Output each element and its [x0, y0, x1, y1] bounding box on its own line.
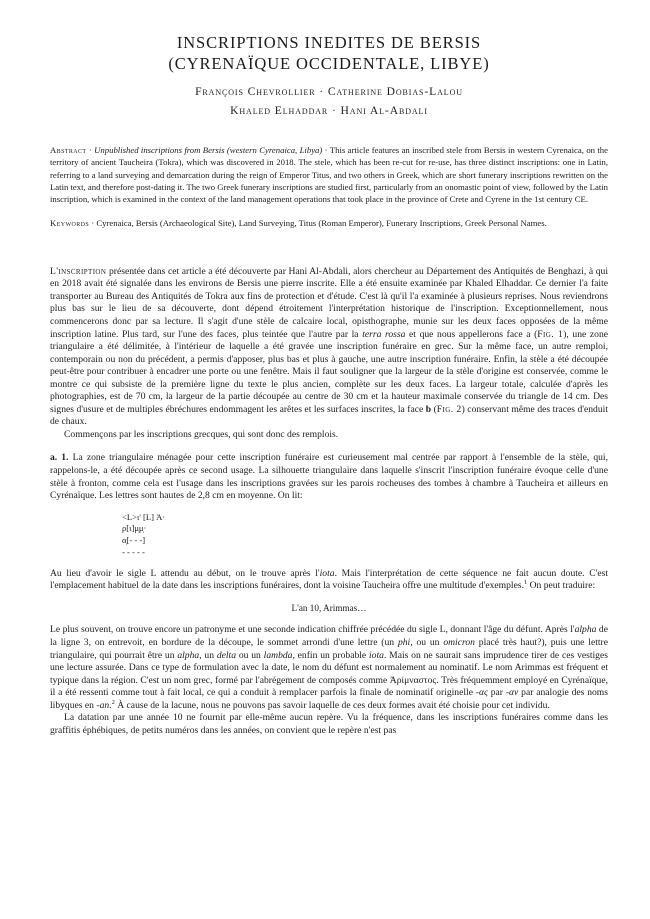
- article-body: [50, 266, 608, 738]
- paragraph-text: , enfin un probable: [292, 649, 370, 661]
- paragraph-text: Le plus souvent, on trouve encore un patronyme et une seconde indication chiffrée précédée du sigle L, donnant l'âge du défunt. Après l': [50, 624, 575, 636]
- inscription-line-3: α̣[- - -]: [122, 535, 146, 546]
- article-title: [50, 32, 608, 74]
- paragraph-text: de la ligne 3, on entrevoit, en bordure de la découpe, le sommet arrondi d'une lettre (un: [50, 624, 608, 648]
- italic-term: iota: [319, 567, 335, 579]
- italic-term: alpha: [574, 624, 597, 636]
- authors-line-1: François Chevrollier · Catherine Dobias-Lalou: [195, 85, 463, 98]
- paragraph-text: , ou un: [410, 637, 444, 648]
- figure-ref-2[interactable]: Fig. 2: [436, 403, 462, 415]
- paragraph-text: , un: [199, 649, 217, 661]
- paragraph-text: ), une zone triangulaire a été délimitée, à l'intérieur de laquelle a été gravée une inscription funéraire en grec. Sur la même face, un autre remploi, contemporain ou non du précédent, a permis d'apposer, plus bas et plus à gauche, une autre inscription funéraire. Enfin, la stèle a été découpée peut-être pour contribuer à encadrer une porte ou une fenêtre. Mais il faut souligner que la largeur de la stèle d'origine est conservée, comme le montre ce qui subsiste de la première ligne du texte le plus ancien, complète sur les deux faces. La largeur totale, calculée d'après les photographies, est de 70 cm, la largeur de la partie découpée au centre de 30 cm et la hauteur maximale conservée du triangle de 14 cm. Des signes d'usure et de multiples ébréchures endommagent les arêtes et les surfaces inscrites, la face: [50, 328, 608, 415]
- paragraph-name-analysis: [50, 624, 608, 712]
- section-label-a1: a. 1.: [50, 452, 69, 464]
- keywords-text: · Cyrenaica, Bersis (Archaeological Site), Land Surveying, Titus (Roman Emperor), Funerary Inscriptions, Greek Personal Names.: [89, 218, 547, 229]
- paragraph-text: À cause de la lacune, nous ne pouvons pas savoir laquelle de ces deux formes avait été choisie pour cet individu.: [114, 699, 550, 711]
- abstract-subtitle: Unpublished inscriptions from Bersis (western Cyrenaica, Libya): [94, 145, 323, 155]
- paragraph-text: On peut traduire:: [527, 580, 596, 592]
- italic-term: delta: [216, 649, 237, 661]
- italic-term: -αν: [505, 687, 519, 699]
- abstract-separator: ·: [86, 145, 95, 155]
- translation: L'an 10, Arimmas…: [291, 602, 367, 613]
- paragraph-text: Au lieu d'avoir le sigle L attendu au début, on le trouve après l': [50, 567, 320, 579]
- paragraph-text: (: [431, 403, 437, 415]
- italic-term: -ας: [475, 687, 488, 699]
- inscription-line-4: - - - - -: [122, 547, 145, 558]
- paragraph-a1: [50, 452, 608, 502]
- paragraph-text: . Mais l'interprétation de cette séquence ne fait aucun doute. C'est l'emplacement habituel de la date dans les inscriptions funéraires, dont la voisine Taucheira offre une multitude d'exemples.: [50, 567, 608, 592]
- footnote-ref-1[interactable]: 1: [523, 579, 528, 587]
- paragraph-text: La zone triangulaire ménagée pour cette inscription funéraire est curieusement mal centrée par rapport à l'ensemble de la stèle, qui, rappelons-le, a été découpée après ce second usage. La silhouette triangulaire dans laquelle s'inscrit l'inscription funéraire évoque celle d'une stèle à fronton, comme cela est l'usage dans les inscriptions gravées sur les parois rocheuses des tombes à chambre à Taucheira et ailleurs en Cyrénaïque. Les lettres sont hautes de 2,8 cm en moyenne. On lit:: [50, 452, 608, 502]
- paragraph-text: par: [487, 687, 506, 699]
- paragraph-dating: La datation par une année 10 ne fournit par elle-même aucun repère. Vu la fréquence, dans les inscriptions funéraires comme dans les graffitis éphébiques, de petits numéros dans les années, on convient que le repère n'est pas: [50, 712, 608, 736]
- title-line-1: INSCRIPTIONS INEDITES DE BERSIS: [176, 33, 482, 52]
- italic-term: terra rossa: [362, 328, 406, 340]
- keywords: [50, 217, 608, 229]
- figure-ref-1[interactable]: Fig. 1: [537, 328, 564, 340]
- article-page: [50, 0, 608, 737]
- paragraph-text: . Mais on ne saurait sans imprudence tirer de ces vestiges une lecture assurée. Dans ce type de formulation avec la date, le nom du défunt est normalement au nominatif. Le nom Arimmas est fréquent et typique dans la région. C'est un nom grec, formé par l'abrégement de composés comme Ἀρίμναστος. Très fréquemment employé en Cyrénaïque, il a été ressenti comme tout à fait local, ce qui a conduit à remplacer parfois la finale de nominatif originelle: [50, 649, 608, 699]
- authors-line-2: Khaled Elhaddar · Hani Al-Abdali: [230, 104, 428, 117]
- abstract: [50, 144, 608, 205]
- italic-term: iota: [369, 649, 384, 661]
- paragraph-text: .: [109, 699, 112, 711]
- inscription-line-2: ρ[ι]μ̣μ̣·: [122, 523, 147, 534]
- abstract-label: Abstract: [50, 145, 87, 155]
- italic-term: -an: [96, 699, 110, 711]
- greek-inscription-transcription: [122, 512, 608, 559]
- lead-in-word: L'inscription: [50, 265, 107, 277]
- author-list: [50, 82, 608, 120]
- abstract-text: · This article features an inscribed stele from Bersis in western Cyrenaica, on the territory of ancient Taucheira (Tokra), which was discovered in 2018. The stele, which has been re-cut for re-use, has three distinct inscriptions: one in Latin, referring to a land surveying and demarcation during the reign of Emperor Titus, and two others in Greek, which are short funerary inscriptions rewritten on the Latin text, and therefore post-dating it. The two Greek funerary inscriptions are studied first, particularly from an onomastic point of view, followed by the Latin inscription, which is examined in the context of the land management operations that took place in the province of Crete and Cyrene in the 1st century CE.: [50, 145, 609, 205]
- paragraph-text: et que nous appellerons face a (: [405, 328, 538, 340]
- keywords-label: Keywords: [50, 218, 90, 229]
- paragraph-text: présentée dans cet article a été découverte par Hani Al-Abdali, alors chercheur au Département des Antiquités de Benghazi, à qui en 2018 avait été signalée dans les environs de Bersis une pierre inscrite. Elle a été ensuite examinée par Khaled Elhaddar. Ce dernier l'a faite transporter au Bureau des Antiquités de Tokra aux fins de protection et d'étude. C'est là qu'il l'a examinée à plusieurs reprises. Nous reviendrons plus bas sur le lieu de sa découverte, dont dépend étroitement l'interprétation historique de l'inscription. Exceptionnellement, nous commencerons donc par sa lecture. Il s'agit d'une stèle de calcaire local, opisthographe, munie sur les deux faces opposées de la même inscription latine. Plus tard, sur l'une des faces, plus teintée que l'autre par la: [50, 265, 608, 340]
- inscription-line-1: <L>ι' [L] Ἀ·: [122, 511, 166, 522]
- title-line-2: (CYRENAÏQUE OCCIDENTALE, LIBYE): [168, 54, 490, 73]
- italic-term: lambda: [263, 649, 293, 661]
- paragraph-text: ) conservant même des traces d'enduit de chaux.: [50, 403, 608, 428]
- paragraph-transition: Commençons par les inscriptions grecques, qui sont donc des remplois.: [64, 428, 339, 440]
- italic-term: alpha: [177, 649, 200, 661]
- paragraph-date-position: [50, 568, 608, 593]
- paragraph-text: placé très haut?), puis une lettre triangulaire, qui pourrait être un: [50, 637, 608, 661]
- italic-term: omicron: [443, 637, 475, 648]
- paragraph-intro: [50, 266, 608, 429]
- italic-term: phi: [397, 637, 411, 648]
- paragraph-text: par analogie des noms libyques en: [50, 687, 608, 711]
- face-b-label: b: [425, 403, 432, 415]
- paragraph-text: ou un: [236, 649, 264, 661]
- footnote-ref-2[interactable]: 2: [111, 698, 115, 706]
